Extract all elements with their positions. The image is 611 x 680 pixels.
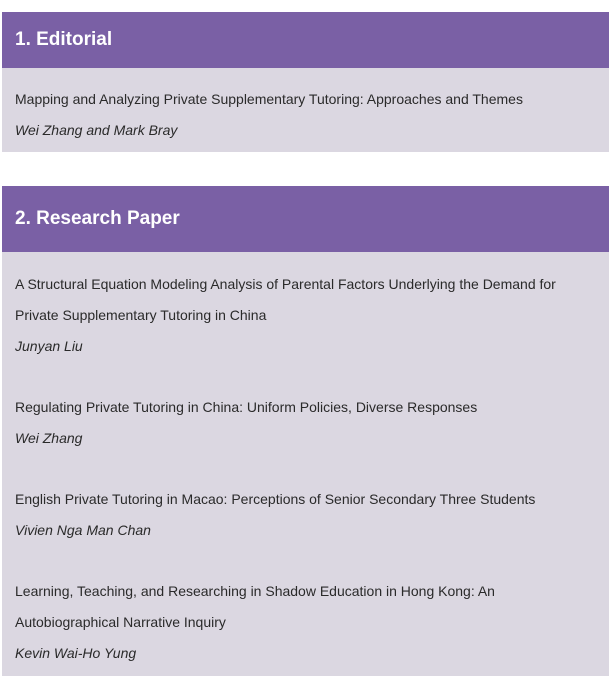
article-title[interactable]: Regulating Private Tutoring in China: Uniform Policies, Diverse Responses (15, 399, 478, 415)
article-author: Vivien Nga Man Chan (15, 522, 151, 538)
article-title[interactable]: Learning, Teaching, and Researching in Shadow Education in Hong Kong: An Autobiographical Narrative Inquiry (15, 583, 495, 630)
article-author: Junyan Liu (15, 338, 83, 354)
article-entry (15, 484, 601, 546)
article-author: Wei Zhang and Mark Bray (15, 122, 178, 138)
article-author: Kevin Wai-Ho Yung (15, 645, 137, 661)
section-body (2, 68, 609, 152)
article-title[interactable]: Mapping and Analyzing Private Supplementary Tutoring: Approaches and Themes (15, 91, 523, 107)
section-heading: 2. Research Paper (2, 186, 609, 252)
section-research-paper (2, 186, 609, 676)
article-title[interactable]: A Structural Equation Modeling Analysis of Parental Factors Underlying the Demand for Private Supplementary Tutoring in China (15, 276, 556, 323)
article-entry (15, 84, 601, 146)
section-heading: 1. Editorial (2, 12, 609, 68)
article-author: Wei Zhang (15, 430, 83, 446)
section-editorial (2, 12, 609, 152)
section-body (2, 252, 609, 676)
article-entry (15, 576, 601, 669)
article-title[interactable]: English Private Tutoring in Macao: Perceptions of Senior Secondary Three Students (15, 491, 536, 507)
article-entry (15, 392, 601, 454)
article-entry (15, 269, 601, 362)
